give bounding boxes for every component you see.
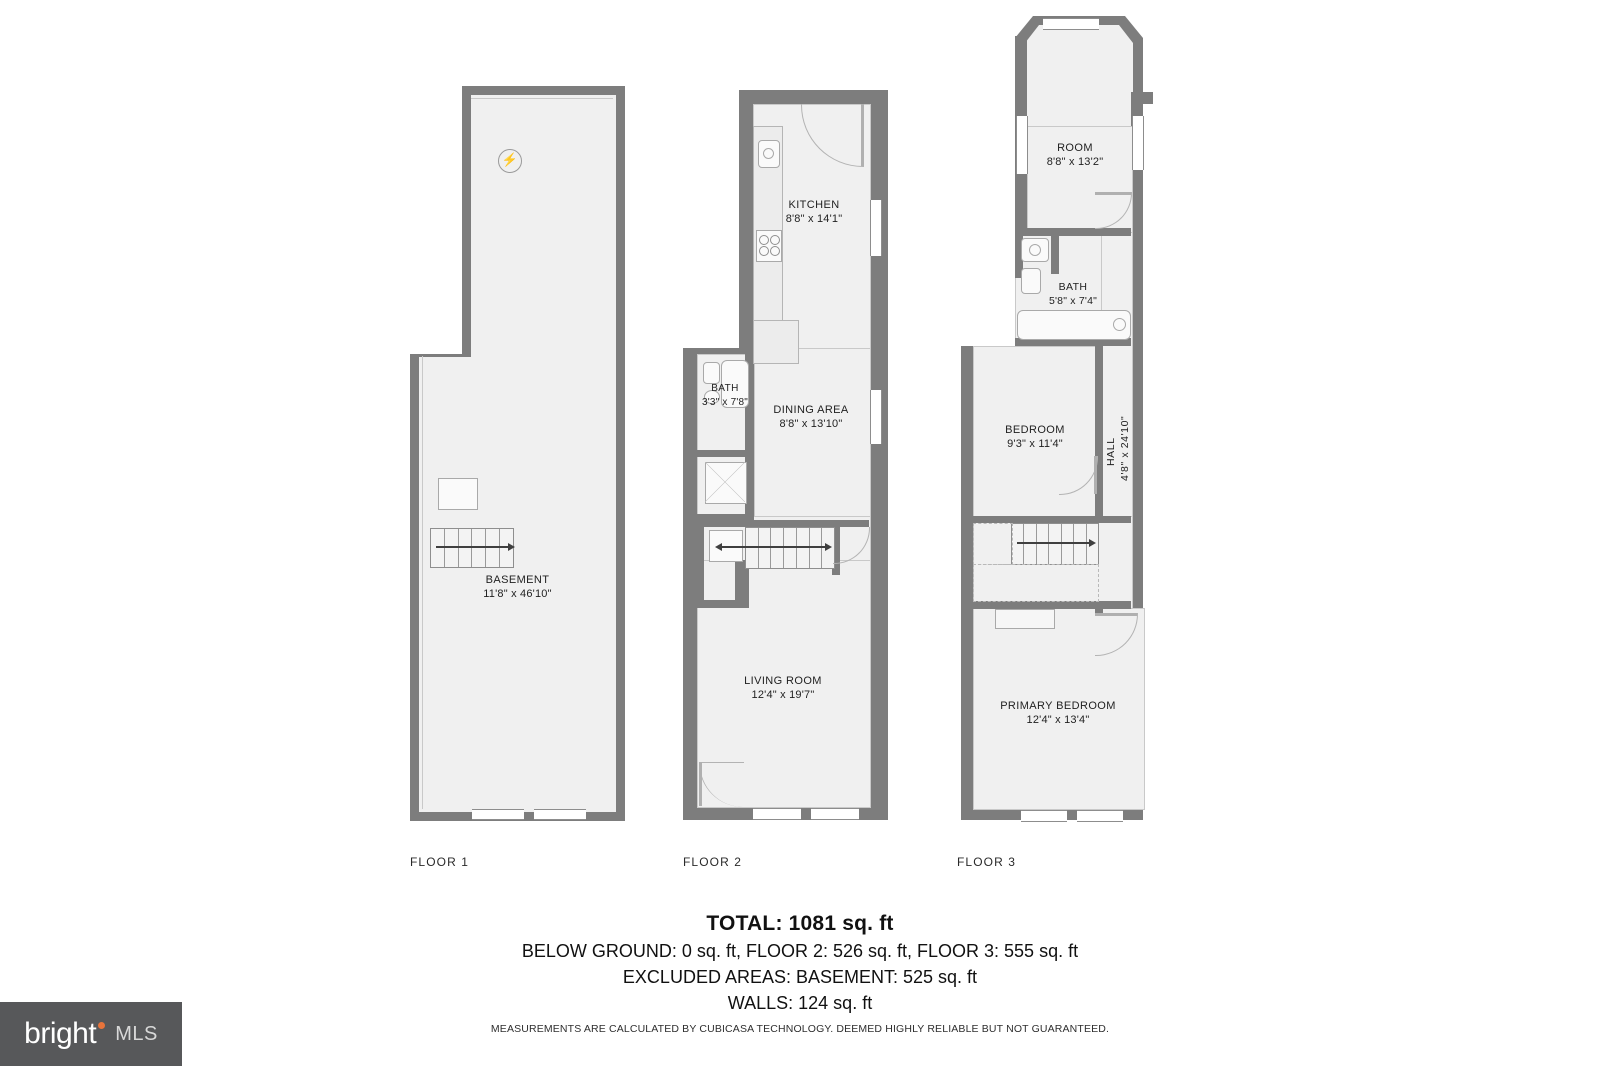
room-dimensions: 5'8" x 7'4" bbox=[1048, 295, 1098, 307]
stair-tread bbox=[1024, 524, 1036, 564]
stair-tread bbox=[1037, 524, 1049, 564]
floor1-inner-outline bbox=[422, 98, 615, 811]
stair-tread bbox=[459, 529, 473, 567]
stair-tread bbox=[1049, 524, 1061, 564]
room-dimensions: 12'4" x 13'4" bbox=[1026, 714, 1090, 726]
bath-shower-head-icon bbox=[1113, 318, 1126, 331]
room-name: BATH bbox=[1058, 281, 1088, 293]
floor2-dining-label bbox=[755, 403, 867, 431]
floor-3-plan bbox=[955, 16, 1160, 820]
floor3-partition-stair-bottom bbox=[973, 601, 1131, 609]
room-name: ROOM bbox=[1057, 142, 1093, 154]
stair-tread bbox=[1074, 524, 1086, 564]
floor3-window bbox=[1132, 116, 1144, 170]
stair-tread bbox=[431, 529, 445, 567]
floor3-bay-fill bbox=[1025, 25, 1133, 129]
floor-2-caption: FLOOR 2 bbox=[683, 855, 743, 869]
stair-tread bbox=[486, 529, 500, 567]
floor2-partition-bath-bottom bbox=[697, 450, 754, 457]
floor1-stairs-arrow bbox=[508, 543, 515, 551]
floor3-wall-left-lower bbox=[961, 346, 973, 820]
floor3-partition-stair-top bbox=[973, 516, 1131, 523]
excluded-areas: EXCLUDED AREAS: BASEMENT: 525 sq. ft bbox=[622, 967, 978, 987]
floor3-stair-landing-lower bbox=[973, 564, 1099, 602]
front-door-leaf bbox=[699, 762, 702, 806]
floor2-stairs bbox=[745, 527, 835, 569]
stair-tread bbox=[771, 528, 784, 568]
floor-1-caption: FLOOR 1 bbox=[410, 855, 470, 869]
floor2-window bbox=[753, 808, 801, 820]
floor3-hall-dimensions: 4'8" x 24'10" bbox=[1119, 415, 1131, 481]
floor3-bedroom-label bbox=[973, 423, 1097, 451]
primary-bedroom-door-leaf bbox=[1095, 613, 1137, 616]
stair-tread bbox=[784, 528, 797, 568]
stair-tread bbox=[810, 528, 823, 568]
floor1-equipment-box bbox=[438, 478, 478, 510]
room-dimensions: 3'3" x 7'8" bbox=[702, 397, 748, 408]
floor1-window bbox=[534, 809, 586, 820]
floor2-window bbox=[870, 200, 882, 256]
floor-1-plan bbox=[410, 86, 625, 821]
floor3-stairs-arrow bbox=[1089, 539, 1096, 547]
floor2-stairs-arrow bbox=[825, 543, 832, 551]
room-name: BEDROOM bbox=[1005, 424, 1065, 436]
range-burner-icon bbox=[759, 235, 769, 245]
floor1-stairs-direction bbox=[436, 546, 510, 548]
room-dimensions: 8'8" x 13'2" bbox=[1046, 156, 1104, 168]
floor3-stairs-direction bbox=[1017, 542, 1091, 544]
floor1-stairs bbox=[430, 528, 514, 568]
floor3-window bbox=[1021, 810, 1067, 822]
measurement-disclaimer: MEASUREMENTS ARE CALCULATED BY CUBICASA TECHNOLOGY. DEEMED HIGHLY RELIABLE BUT NOT GUARANTEED. bbox=[490, 1023, 1110, 1035]
floor2-window bbox=[811, 808, 859, 820]
floor-2-plan bbox=[683, 90, 888, 820]
closet-unit-cross bbox=[705, 462, 745, 502]
floor3-bedroom-door-leaf bbox=[1094, 456, 1097, 494]
bath-toilet-icon bbox=[703, 362, 720, 384]
floor3-bath-label bbox=[1015, 280, 1131, 308]
room-name: BASEMENT bbox=[485, 574, 550, 586]
floor3-stair-landing bbox=[973, 523, 1013, 565]
watermark-brand: bright bbox=[24, 1017, 97, 1050]
stair-tread bbox=[759, 528, 772, 568]
bath-sink-basin-icon bbox=[1029, 244, 1041, 256]
room-name: PRIMARY BEDROOM bbox=[1000, 700, 1116, 712]
floor2-window bbox=[870, 390, 882, 444]
kitchen-counter-base bbox=[753, 320, 799, 364]
floor3-room-door-leaf bbox=[1095, 192, 1131, 195]
stair-tread bbox=[797, 528, 810, 568]
bright-mls-watermark bbox=[0, 1002, 182, 1066]
total-area: TOTAL: 1081 sq. ft bbox=[706, 912, 894, 935]
floor2-wall-left-upper bbox=[739, 90, 753, 348]
floor1-basement-label bbox=[422, 573, 613, 601]
floor3-window bbox=[1043, 18, 1099, 30]
range-burner-icon bbox=[770, 235, 780, 245]
floor2-stairs-direction bbox=[721, 546, 827, 548]
room-dimensions: 11'8" x 46'10" bbox=[483, 588, 552, 600]
area-summary bbox=[0, 912, 1600, 1035]
electrical-icon: ⚡ bbox=[498, 149, 522, 173]
room-name: BATH bbox=[711, 383, 739, 394]
kitchen-door-leaf bbox=[861, 104, 864, 166]
floor3-window bbox=[1077, 810, 1123, 822]
floor2-kitchen-label bbox=[759, 198, 869, 226]
stair-tread bbox=[1062, 524, 1074, 564]
floor-3-caption: FLOOR 3 bbox=[957, 855, 1017, 869]
walls-area: WALLS: 124 sq. ft bbox=[727, 993, 873, 1013]
floor3-room-label bbox=[1017, 141, 1133, 169]
floor2-partition-stair-top bbox=[697, 520, 869, 527]
room-name: KITCHEN bbox=[788, 199, 840, 211]
floor3-partition-bath-inner bbox=[1051, 232, 1059, 274]
kitchen-sink-basin-icon bbox=[763, 148, 774, 159]
kitchen-range-icon bbox=[756, 230, 782, 262]
stair-tread bbox=[1012, 524, 1024, 564]
floor3-wall-right-jog bbox=[1131, 92, 1153, 104]
stair-tread bbox=[472, 529, 486, 567]
room-dimensions: 8'8" x 13'10" bbox=[779, 418, 843, 430]
floor3-partition-hall-stub bbox=[1095, 601, 1103, 613]
room-dimensions: 8'8" x 14'1" bbox=[785, 213, 843, 225]
room-name: DINING AREA bbox=[773, 404, 849, 416]
floor-breakdown: BELOW GROUND: 0 sq. ft, FLOOR 2: 526 sq. ft, FLOOR 3: 555 sq. ft bbox=[521, 941, 1079, 961]
watermark-dot-icon bbox=[98, 1022, 105, 1029]
room-name: LIVING ROOM bbox=[744, 675, 822, 687]
floor2-living-room-label bbox=[697, 674, 869, 702]
floor2-wall-left-lower bbox=[683, 348, 697, 820]
floor2-dining-area bbox=[753, 348, 871, 520]
floor3-hall-name: HALL bbox=[1105, 437, 1117, 466]
floor2-partition-stair-wall bbox=[697, 520, 704, 608]
range-burner-icon bbox=[759, 246, 769, 256]
floor3-primary-bedroom-label bbox=[973, 699, 1143, 727]
watermark-suffix: MLS bbox=[115, 1022, 158, 1045]
floor2-wall-top bbox=[739, 90, 888, 104]
stair-tread bbox=[445, 529, 459, 567]
floor3-stairs bbox=[1011, 523, 1099, 565]
floor2-stairs-arrow-back bbox=[715, 543, 722, 551]
stair-tread bbox=[746, 528, 759, 568]
primary-bedroom-closet-icon bbox=[995, 609, 1055, 629]
range-burner-icon bbox=[770, 246, 780, 256]
room-dimensions: 9'3" x 11'4" bbox=[1007, 438, 1063, 450]
room-dimensions: 12'4" x 19'7" bbox=[751, 689, 815, 701]
floor3-partition-room-bottom bbox=[1015, 228, 1131, 236]
floor1-window bbox=[472, 809, 524, 820]
